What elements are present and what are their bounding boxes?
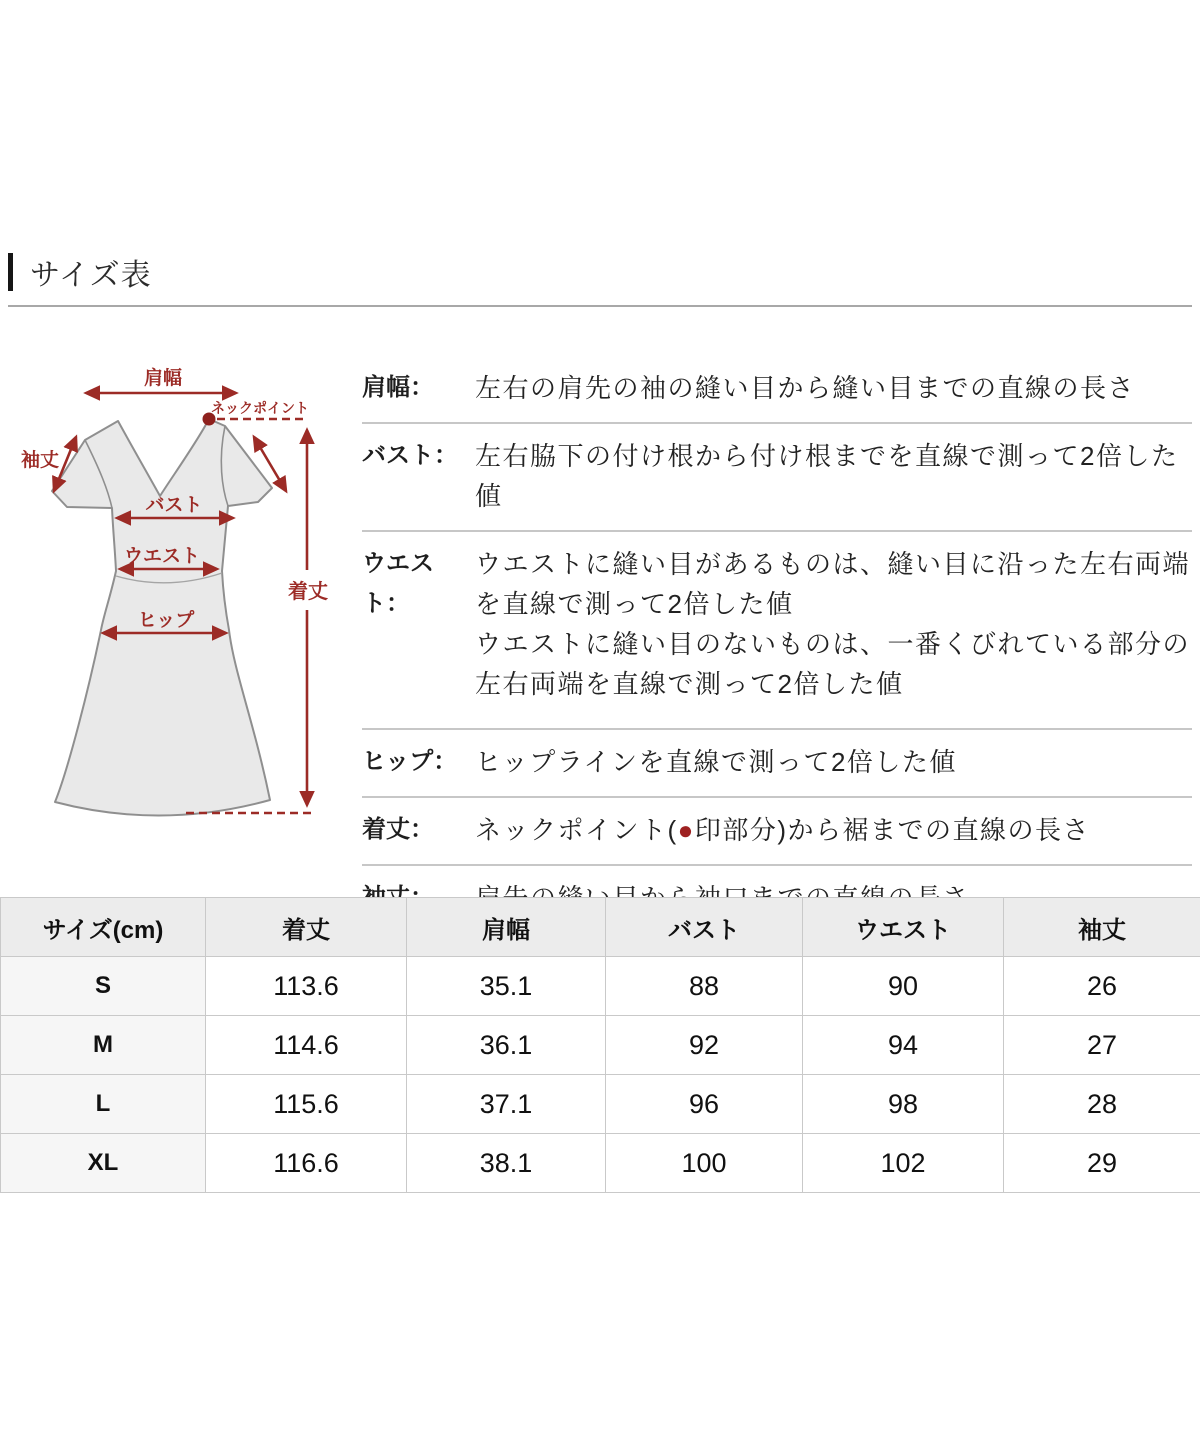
size-label: M [1, 1016, 206, 1075]
size-label: S [1, 957, 206, 1016]
col-header-waist: ウエスト [803, 898, 1004, 957]
cell-value: 98 [803, 1075, 1004, 1134]
bust-label: バスト [145, 495, 203, 516]
definition-row-shoulder [362, 356, 1192, 424]
cell-value: 92 [606, 1016, 803, 1075]
cell-value: 37.1 [407, 1075, 606, 1134]
garment-length-label: 着丈 [288, 581, 328, 603]
definition-row-hip [362, 730, 1192, 798]
definition-term: 肩幅： [362, 374, 434, 401]
section-title-row [8, 250, 152, 294]
definition-desc: ネックポイント(●印部分)から裾までの直線の長さ [475, 815, 1091, 845]
table-row-l [1, 1075, 1200, 1134]
definition-desc: 左右の肩先の袖の縫い目から縫い目までの直線の長さ [475, 373, 1136, 403]
hip-label: ヒップ [137, 610, 195, 631]
title-accent-bar [8, 253, 13, 291]
shoulder-width-label: 肩幅 [143, 368, 183, 389]
definition-term: 着丈： [362, 816, 434, 843]
definition-term: ウエスト： [362, 550, 434, 617]
size-label: L [1, 1075, 206, 1134]
cell-value: 113.6 [206, 957, 407, 1016]
cell-value: 38.1 [407, 1134, 606, 1193]
table-row-m [1, 1016, 1200, 1075]
cell-value: 36.1 [407, 1016, 606, 1075]
cell-value: 90 [803, 957, 1004, 1016]
definition-term: バスト： [362, 442, 458, 469]
cell-value: 102 [803, 1134, 1004, 1193]
col-header-size: サイズ(cm) [1, 898, 206, 957]
definition-row-length [362, 798, 1192, 866]
measurement-definitions [362, 356, 1192, 934]
definition-row-bust [362, 424, 1192, 532]
cell-value: 116.6 [206, 1134, 407, 1193]
table-row-xl [1, 1134, 1200, 1193]
table-row-s [1, 957, 1200, 1016]
size-label: XL [1, 1134, 206, 1193]
col-header-bust: バスト [606, 898, 803, 957]
sleeve-length-label: 袖丈 [20, 450, 60, 471]
col-header-shoulder: 肩幅 [407, 898, 606, 957]
cell-value: 94 [803, 1016, 1004, 1075]
cell-value: 27 [1004, 1016, 1200, 1075]
cell-value: 114.6 [206, 1016, 407, 1075]
page-title: サイズ表 [30, 259, 152, 292]
neck-point-dot-inline: ● [677, 815, 695, 845]
cell-value: 29 [1004, 1134, 1200, 1193]
cell-value: 88 [606, 957, 803, 1016]
cell-value: 35.1 [407, 957, 606, 1016]
title-divider [8, 305, 1192, 307]
definition-desc: ウエストに縫い目があるものは、縫い目に沿った左右両端 を直線で測って2倍した値 ウエストに縫い目のないものは、一番くびれている部分の 左右両端を直線で測って2倍した値 [475, 549, 1191, 699]
size-table-header-row [1, 898, 1200, 957]
cell-value: 26 [1004, 957, 1200, 1016]
definition-term: ヒップ： [362, 748, 458, 775]
definition-desc: 左右脇下の付け根から付け根までを直線で測って2倍した値 [475, 441, 1179, 511]
size-table [0, 897, 1200, 1193]
neck-point-label: ネックポイント [211, 400, 309, 416]
dress-measurement-diagram [0, 350, 360, 880]
cell-value: 100 [606, 1134, 803, 1193]
definition-desc: ヒップラインを直線で測って2倍した値 [475, 747, 957, 777]
cell-value: 28 [1004, 1075, 1200, 1134]
definition-row-waist [362, 532, 1192, 730]
col-header-length: 着丈 [206, 898, 407, 957]
cell-value: 115.6 [206, 1075, 407, 1134]
cell-value: 96 [606, 1075, 803, 1134]
waist-label: ウエスト [123, 546, 201, 567]
col-header-sleeve: 袖丈 [1004, 898, 1200, 957]
